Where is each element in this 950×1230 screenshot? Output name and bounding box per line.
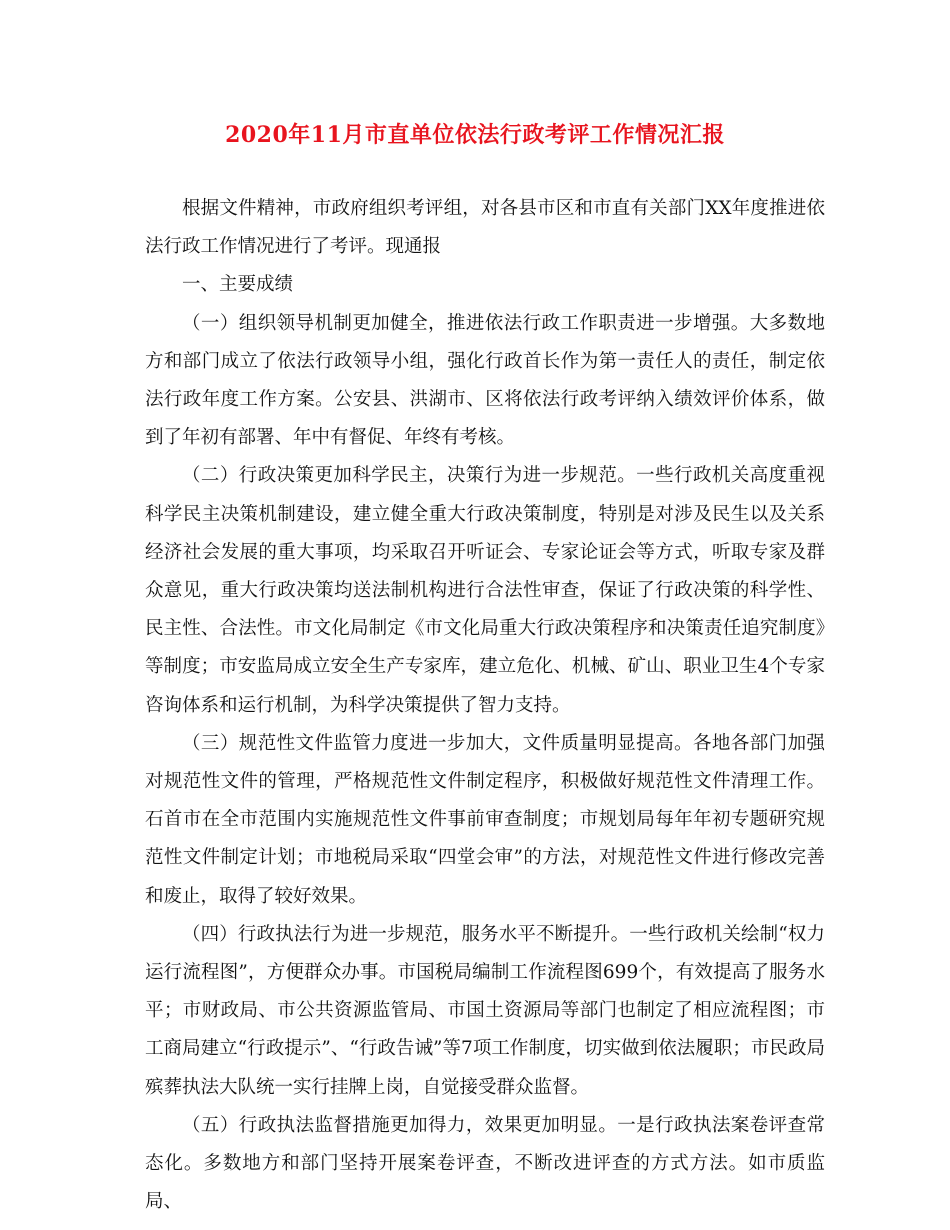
document-body (145, 190, 825, 1221)
document-title: 2020年11月市直单位依法行政考评工作情况汇报 (225, 122, 725, 148)
paragraph-item-1: （一）组织领导机制更加健全，推进依法行政工作职责进一步增强。大多数地方和部门成立了依法行政领导小组，强化行政首长作为第一责任人的责任，制定依法行政年度工作方案。公安县、洪湖市、区将依法行政考评纳入绩效评价体系，做到了年初有部署、年中有督促、年终有考核。 (145, 312, 825, 449)
paragraph-item-2: （二）行政决策更加科学民主，决策行为进一步规范。一些行政机关高度重视科学民主决策机制建设，建立健全重大行政决策制度，特别是对涉及民生以及关系经济社会发展的重大事项，均采取召开听证会、专家论证会等方式，听取专家及群众意见，重大行政决策均送法制机构进行合法性审查，保证了行政决策的科学性、民主性、合法性。市文化局制定《市文化局重大行政决策程序和决策责任追究制度》等制度；市安监局成立安全生产专家库，建立危化、机械、矿山、职业卫生4个专家咨询体系和运行机制，为科学决策提供了智力支持。 (145, 465, 825, 716)
paragraph-item-3: （三）规范性文件监管力度进一步加大，文件质量明显提高。各地各部门加强对规范性文件的管理，严格规范性文件制定程序，积极做好规范性文件清理工作。石首市在全市范围内实施规范性文件事前审查制度；市规划局每年年初专题研究规范性文件制定计划；市地税局采取“四堂会审”的方法，对规范性文件进行修改完善和废止，取得了较好效果。 (145, 732, 825, 907)
section-heading-main-achievements: 一、主要成绩 (182, 274, 294, 296)
paragraph-intro: 根据文件精神，市政府组织考评组，对各县市区和市直有关部门XX年度推进依法行政工作情况进行了考评。现通报 (145, 198, 825, 258)
paragraph-item-4: （四）行政执法行为进一步规范，服务水平不断提升。一些行政机关绘制“权力运行流程图”，方便群众办事。市国税局编制工作流程图699个，有效提高了服务水平；市财政局、市公共资源监管局、市国土资源局等部门也制定了相应流程图；市工商局建立“行政提示”、“行政告诫”等7项工作制度，切实做到依法履职；市民政局殡葬执法大队统一实行挂牌上岗，自觉接受群众监督。 (145, 923, 825, 1098)
paragraph-item-5: （五）行政执法监督措施更加得力，效果更加明显。一是行政执法案卷评查常态化。多数地方和部门坚持开展案卷评查，不断改进评查的方式方法。如市质监局、 (145, 1114, 825, 1213)
